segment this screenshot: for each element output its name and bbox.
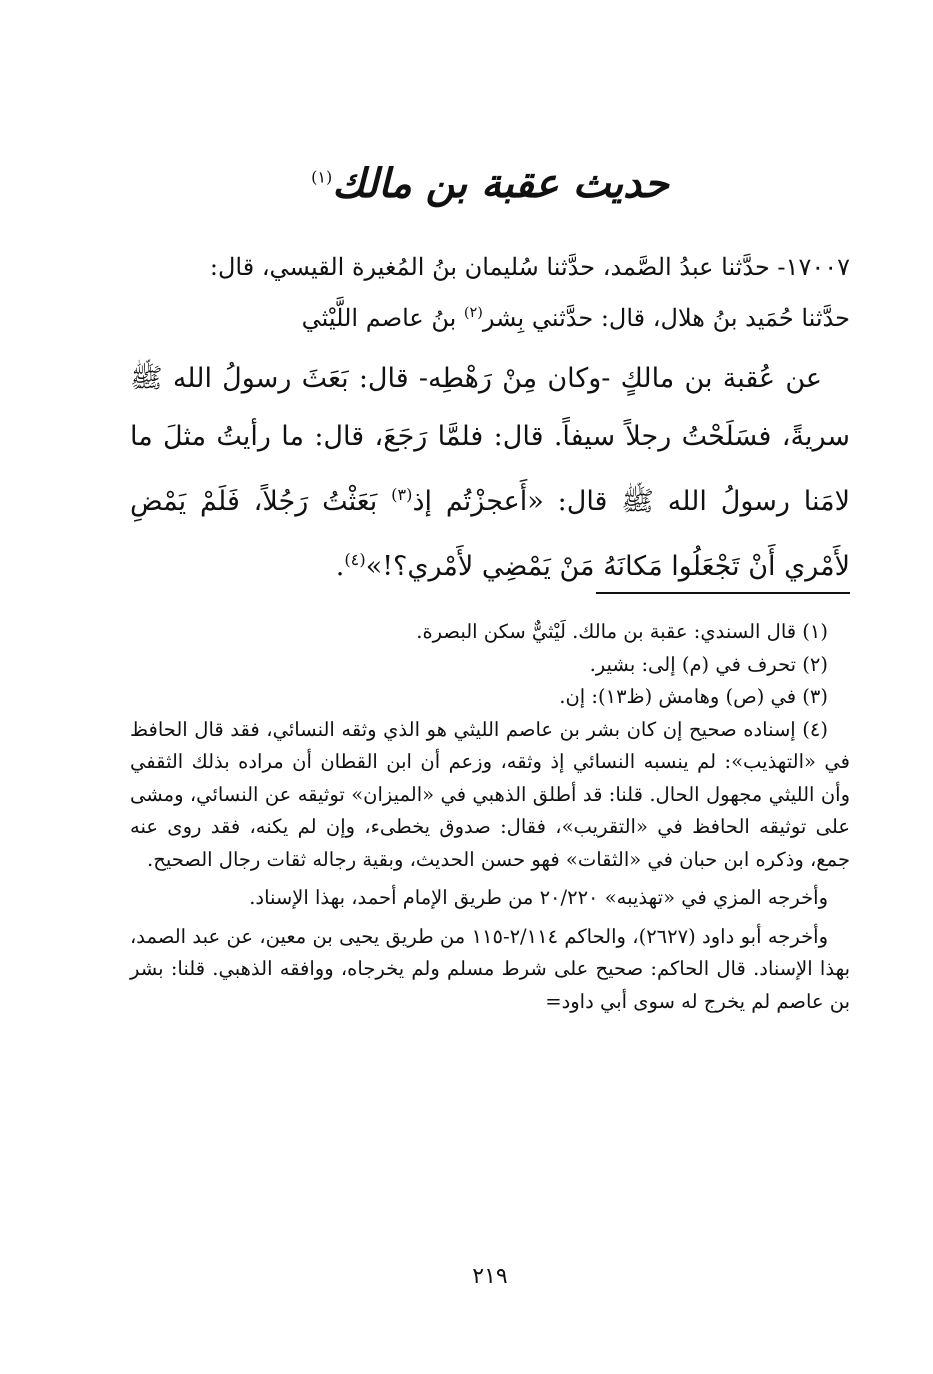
footnote-1: (١) قال السندي: عقبة بن مالك. لَيْثيٌّ سكن البصرة. bbox=[416, 620, 828, 643]
isnad-line-2 bbox=[130, 290, 850, 341]
footnote-3: (٣) في (ص) وهامش (ظ١٣): إن. bbox=[559, 685, 828, 708]
matn-footnote-marker-3: (٣) bbox=[391, 485, 413, 504]
matn-text-a: عن عُقبة بن مالكٍ -وكان مِنْ رَهْطِه- قال: بَعَثَ رسولُ الله ﷺ سريةً، فسَلَحْتُ رجلاً سيفاً. قال: فلمَّا رَجَعَ، قال: ما رأيتُ مثلَ ما لامَنا رسولُ الله ﷺ قال: «أَعجزْتُم إذ bbox=[130, 363, 850, 517]
footnote-4: (٤) إسناده صحيح إن كان بشر بن عاصم الليثي هو الذي وثقه النسائي، فقد قال الحافظ في «التهذيب»: لم ينسبه النسائي إذ وثقه، وزعم أن ابن القطان أن مراده بذلك الثقفي وأن الليثي مجهول الحال. قلنا: قد أطلق الذهبي في «الميزان» توثيقه عن النسائي، ومشى على توثيقه الحافظ في «التقريب»، فقال: صدوق يخطىء، وإن لم يكنه، فقد روى عنه جمع، وذكره ابن حبان في «الثقات» فهو حسن الحديث، وبقية رجاله ثقات رجال الصحيح. bbox=[130, 717, 850, 871]
hadith-title bbox=[130, 160, 850, 207]
footnotes bbox=[130, 616, 850, 1018]
title-footnote-marker: (١) bbox=[311, 167, 333, 187]
isnad-line-1: ١٧٠٠٧- حدَّثنا عبدُ الصَّمد، حدَّثنا سُليمان بنُ المُغيرة القيسي، قال: bbox=[209, 253, 850, 281]
isnad-line-2-text-b: بنُ عاصم اللَّيْثي bbox=[301, 304, 464, 332]
hadith-title-text: حديث عقبة بن مالك bbox=[332, 160, 669, 207]
footnote-2: (٢) تحرف في (م) إلى: بشير. bbox=[589, 652, 828, 676]
footnote-4-paragraph-2: وأخرجه المزي في «تهذيبه» ٢٠/٢٢٠ من طريق الإمام أحمد، بهذا الإسناد. bbox=[249, 886, 828, 909]
matn-footnote-marker-4: (٤) bbox=[344, 550, 366, 569]
matn-end: . bbox=[335, 551, 345, 582]
footnote-4-paragraph-3: وأخرجه أبو داود (٢٦٢٧)، والحاكم ٢/١١٤-١١٥ من طريق يحيى بن معين، عن عبد الصمد، بهذا الإسناد. قال الحاكم: صحيح على شرط مسلم ولم يخرجاه، ووافقه الذهبي. قلنا: بشر بن عاصم لم يخرج له سوى أبي داود= bbox=[130, 924, 850, 1013]
footnote-separator bbox=[596, 592, 850, 594]
matn-text-b: بَعَثْتُ رَجُلاً، فَلَمْ يَمْضِ لأَمْري أَنْ تَجْعَلُوا مَكانَهُ مَنْ يَمْضِي لأَمْري؟!» bbox=[130, 486, 850, 582]
matn-block bbox=[130, 350, 850, 596]
isnad-line-2-text-a: حدَّثنا حُمَيد بنُ هلال، قال: حدَّثني بِشر bbox=[482, 304, 850, 332]
page-number: ٢١٩ bbox=[472, 1264, 508, 1289]
isnad-block bbox=[130, 244, 850, 341]
isnad-footnote-marker: (٢) bbox=[463, 305, 483, 321]
matn-paragraph bbox=[130, 350, 850, 596]
